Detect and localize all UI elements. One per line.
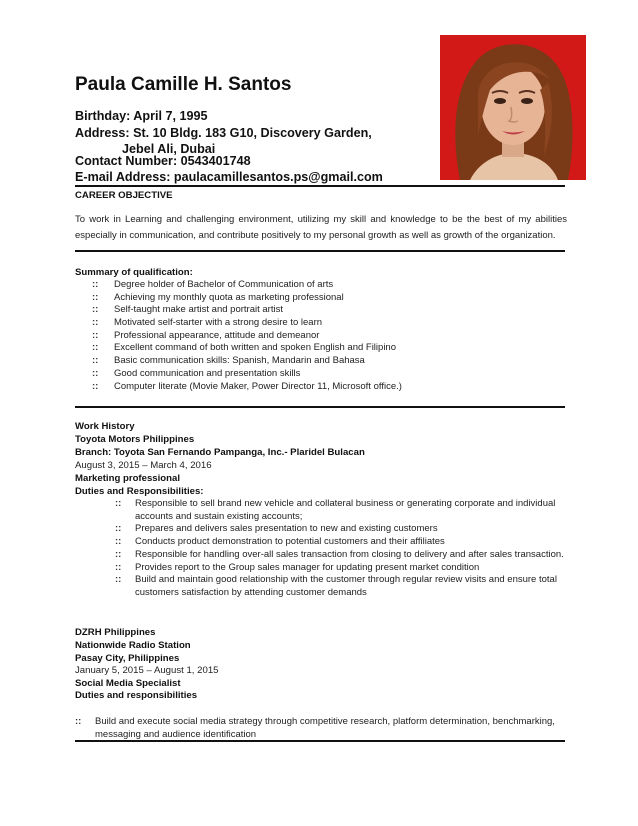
job1-duties-title: Duties and Responsibilities: [75,486,204,497]
bullet-mark: :: [92,355,99,367]
job2-duties-list [75,716,567,741]
duty-item-text: Prepares and delivers sales presentation to new and existing customers [135,523,438,535]
job2-station: Nationwide Radio Station [75,640,191,651]
bullet-mark: :: [92,291,99,303]
header-divider [75,185,565,187]
work-history-title: Work History [75,421,135,432]
bullet-mark: :: [115,498,122,509]
duty-item-text: Build and execute social media strategy through competitive research, platform determination, benchmarking, messaging and audience identification [95,716,555,740]
duty-item-text: Conducts product demonstration to potential customers and their affiliates [135,536,445,548]
duty-item [115,549,565,562]
job2-position: Social Media Specialist [75,678,181,689]
bullet-mark: :: [115,548,122,560]
job1-dates: August 3, 2015 – March 4, 2016 [75,460,212,471]
summary-item [92,368,402,381]
address-line-1: Address: St. 10 Bldg. 183 G10, Discovery Garden, [75,126,372,140]
summary-item-text: Basic communication skills: Spanish, Mandarin and Bahasa [114,355,365,367]
job2-location: Pasay City, Philippines [75,653,180,664]
job2-company: DZRH Philippines [75,627,156,638]
bullet-mark: :: [115,523,122,535]
summary-item-text: Computer literate (Movie Maker, Power Director 11, Microsoft office.) [114,380,402,392]
bullet-mark: :: [92,304,99,316]
duty-item-text: Responsible for handling over-all sales transaction from closing to delivery and after sales transaction. [135,548,564,560]
summary-item [92,279,402,292]
summary-item-text: Excellent command of both written and spoken English and Filipino [114,342,396,354]
summary-item-text: Self-taught make artist and portrait artist [114,304,283,316]
profile-photo [440,35,586,180]
summary-item-text: Degree holder of Bachelor of Communication of arts [114,279,334,290]
section-divider-2 [75,406,565,408]
career-objective-title: CAREER OBJECTIVE [75,190,173,201]
duty-item [115,574,565,599]
duty-item [115,562,565,575]
summary-item [92,355,402,368]
summary-title: Summary of qualification: [75,267,193,278]
job1-company: Toyota Motors Philippines [75,434,195,445]
summary-item [92,330,402,343]
address-line-2: Jebel Ali, Dubai [122,142,216,156]
bullet-mark: :: [92,380,99,392]
bullet-mark: :: [115,561,122,573]
summary-item [92,317,402,330]
email-address: E-mail Address: paulacamillesantos.ps@gmail.com [75,170,383,184]
job1-branch: Branch: Toyota San Fernando Pampanga, Inc.- Plaridel Bulacan [75,447,365,458]
summary-item [92,304,402,317]
duty-item-text: Responsible to sell brand new vehicle and collateral business or generating corporate and individual accounts and sustain existing accounts; [135,498,556,522]
summary-item-text: Professional appearance, attitude and demeanor [114,329,320,341]
bullet-mark: :: [92,342,99,354]
section-divider-1 [75,250,565,252]
bullet-mark: :: [92,317,99,329]
duty-item [115,498,565,523]
summary-item-text: Achieving my monthly quota as marketing professional [114,291,344,303]
section-divider-3 [75,740,565,742]
career-objective-text: To work in Learning and challenging environment, utilizing my skill and knowledge to be the best of my abilities especially in communication, and contribute positively to my personal growth as well as growth of the organization. [75,214,567,241]
job1-position: Marketing professional [75,473,181,484]
duty-item-text: Provides report to the Group sales manager for updating present market condition [135,561,480,573]
candidate-name: Paula Camille H. Santos [75,74,292,95]
duty-item [75,716,567,741]
summary-item-text: Good communication and presentation skills [114,367,301,379]
job2-dates: January 5, 2015 – August 1, 2015 [75,665,219,676]
job1-duties-list [115,498,565,600]
duty-item [115,536,565,549]
summary-list [92,279,402,393]
bullet-mark: :: [115,536,122,548]
duty-item [115,523,565,536]
birthday: Birthday: April 7, 1995 [75,109,208,123]
bullet-mark: :: [92,367,99,379]
summary-item [92,292,402,305]
summary-item [92,381,402,394]
contact-number: Contact Number: 0543401748 [75,154,251,168]
summary-item-text: Motivated self-starter with a strong desire to learn [114,317,323,329]
bullet-mark: :: [92,329,99,341]
duty-item-text: Build and maintain good relationship with the customer through regular review visits and ensure total customers satisfaction by attending customer demands [135,574,557,598]
bullet-mark: :: [115,574,122,586]
portrait-image [440,35,586,180]
job2-duties-title: Duties and responsibilities [75,690,198,701]
bullet-mark: :: [75,716,82,727]
bullet-mark: :: [92,279,99,290]
summary-item [92,342,402,355]
